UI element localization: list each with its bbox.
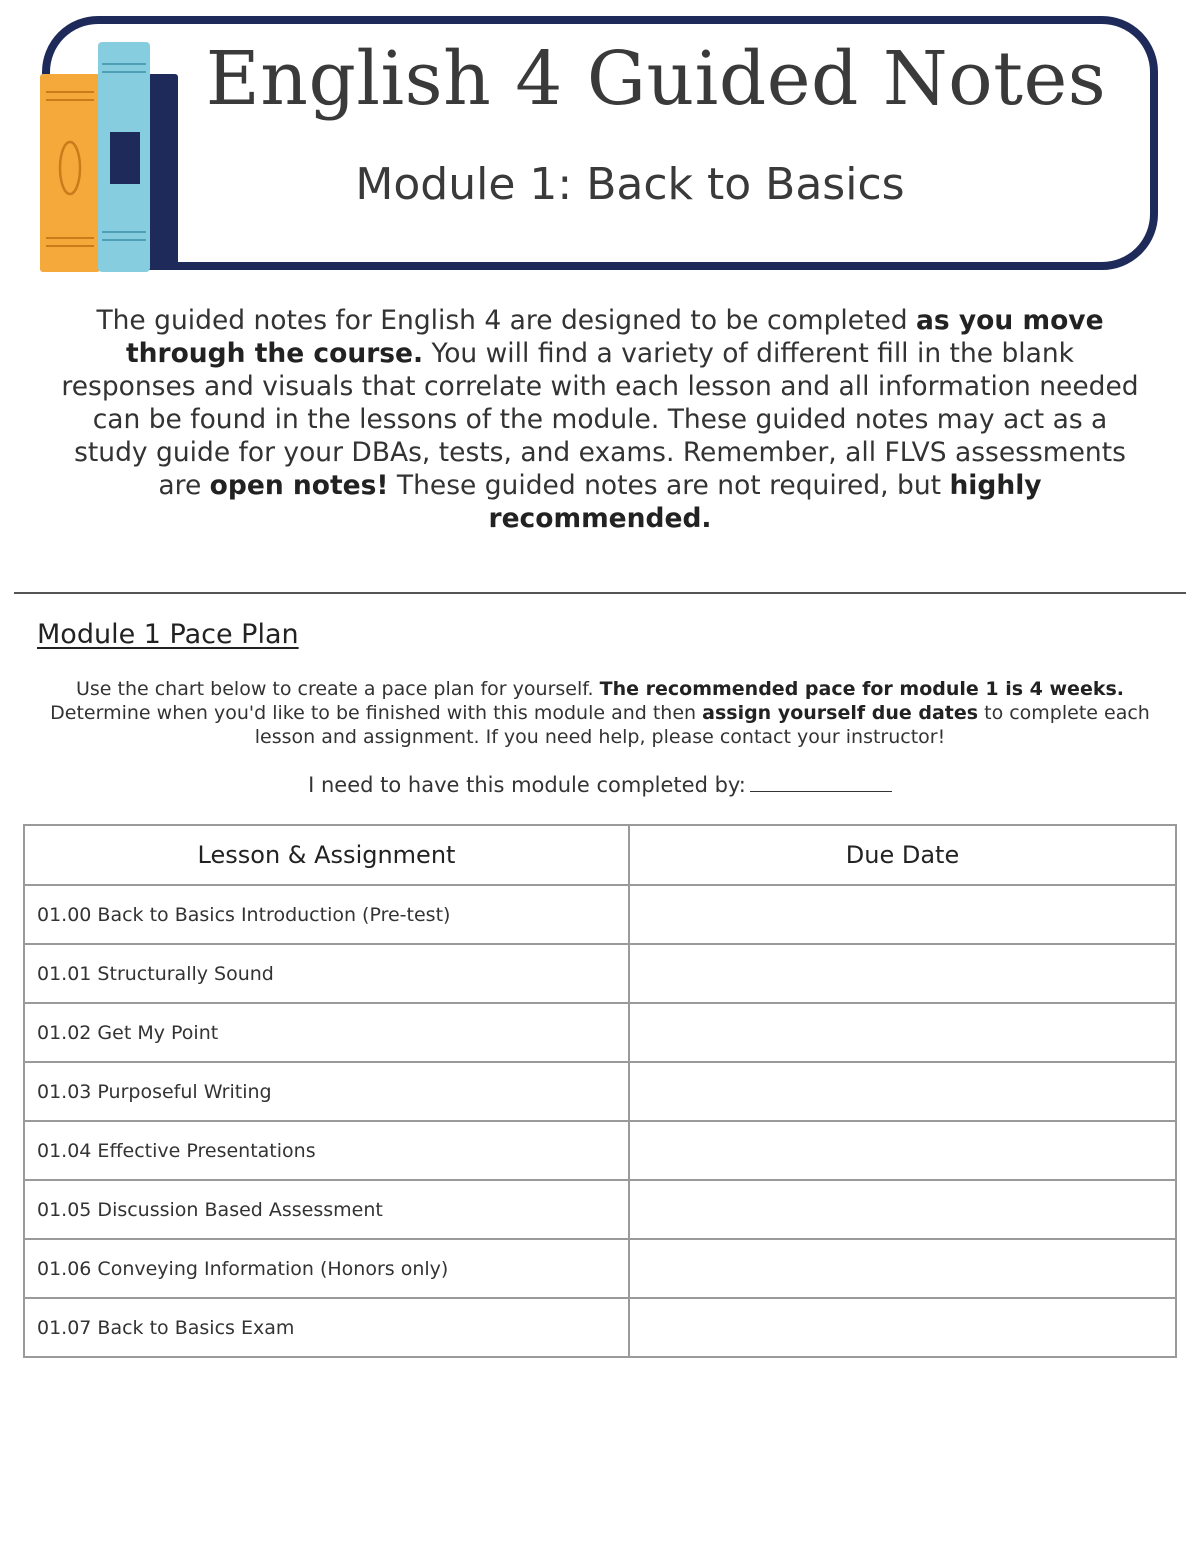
completed-by-blank[interactable] (750, 771, 892, 792)
table-row (24, 885, 1176, 944)
intro-bold: as you move through the course. (125, 305, 1104, 369)
divider (14, 592, 1186, 594)
table-row (24, 1180, 1176, 1239)
instr-bold: assign yourself due dates (702, 702, 979, 724)
lesson-cell: 01.04 Effective Presentations (24, 1121, 629, 1180)
intro-text: These guided notes are not required, but (388, 470, 950, 501)
pace-plan-table (23, 824, 1177, 1358)
completed-by-label: I need to have this module completed by: (308, 773, 746, 797)
due-date-cell[interactable] (629, 1121, 1176, 1180)
table-row (24, 1003, 1176, 1062)
intro-bold: open notes! (209, 470, 389, 501)
intro-bold: highly recommended. (488, 470, 1042, 534)
lesson-cell: 01.00 Back to Basics Introduction (Pre-test) (24, 885, 629, 944)
lesson-cell: 01.05 Discussion Based Assessment (24, 1180, 629, 1239)
due-date-cell[interactable] (629, 885, 1176, 944)
instr-text: to complete each lesson and assignment. If you need help, please contact your instructor! (254, 702, 1150, 748)
lesson-cell: 01.02 Get My Point (24, 1003, 629, 1062)
pace-plan-instructions (50, 677, 1150, 749)
table-header-row (24, 825, 1176, 885)
intro-text: The guided notes for English 4 are designed to be completed (96, 305, 917, 336)
instr-text: Use the chart below to create a pace plan for yourself. (75, 678, 600, 700)
lesson-cell: 01.07 Back to Basics Exam (24, 1298, 629, 1357)
page-subtitle: Module 1: Back to Basics (355, 159, 905, 210)
page-title: English 4 Guided Notes (205, 36, 1107, 122)
due-date-cell[interactable] (629, 1180, 1176, 1239)
table-row (24, 1239, 1176, 1298)
table-row (24, 1121, 1176, 1180)
due-date-cell[interactable] (629, 1239, 1176, 1298)
due-date-cell[interactable] (629, 1298, 1176, 1357)
books-icon (36, 38, 196, 274)
table-row (24, 944, 1176, 1003)
due-date-cell[interactable] (629, 1062, 1176, 1121)
due-date-cell[interactable] (629, 1003, 1176, 1062)
header-due-date: Due Date (629, 825, 1176, 885)
lesson-cell: 01.06 Conveying Information (Honors only) (24, 1239, 629, 1298)
table-row (24, 1298, 1176, 1357)
instr-bold: The recommended pace for module 1 is 4 weeks. (599, 678, 1124, 700)
completed-by-line (0, 771, 1200, 797)
due-date-cell[interactable] (629, 944, 1176, 1003)
instr-text: Determine when you'd like to be finished with this module and then (50, 702, 703, 724)
header-lesson: Lesson & Assignment (24, 825, 629, 885)
intro-text: You will find a variety of different fill in the blank responses and visuals that correlate with each lesson and all information needed can be found in the lessons of the module. These guided notes may act as a study guide for your DBAs, tests, and exams. Remember, all FLVS assessments are (61, 338, 1139, 501)
lesson-cell: 01.01 Structurally Sound (24, 944, 629, 1003)
section-title: Module 1 Pace Plan (37, 619, 299, 650)
lesson-cell: 01.03 Purposeful Writing (24, 1062, 629, 1121)
table-row (24, 1062, 1176, 1121)
intro-paragraph (58, 304, 1142, 535)
